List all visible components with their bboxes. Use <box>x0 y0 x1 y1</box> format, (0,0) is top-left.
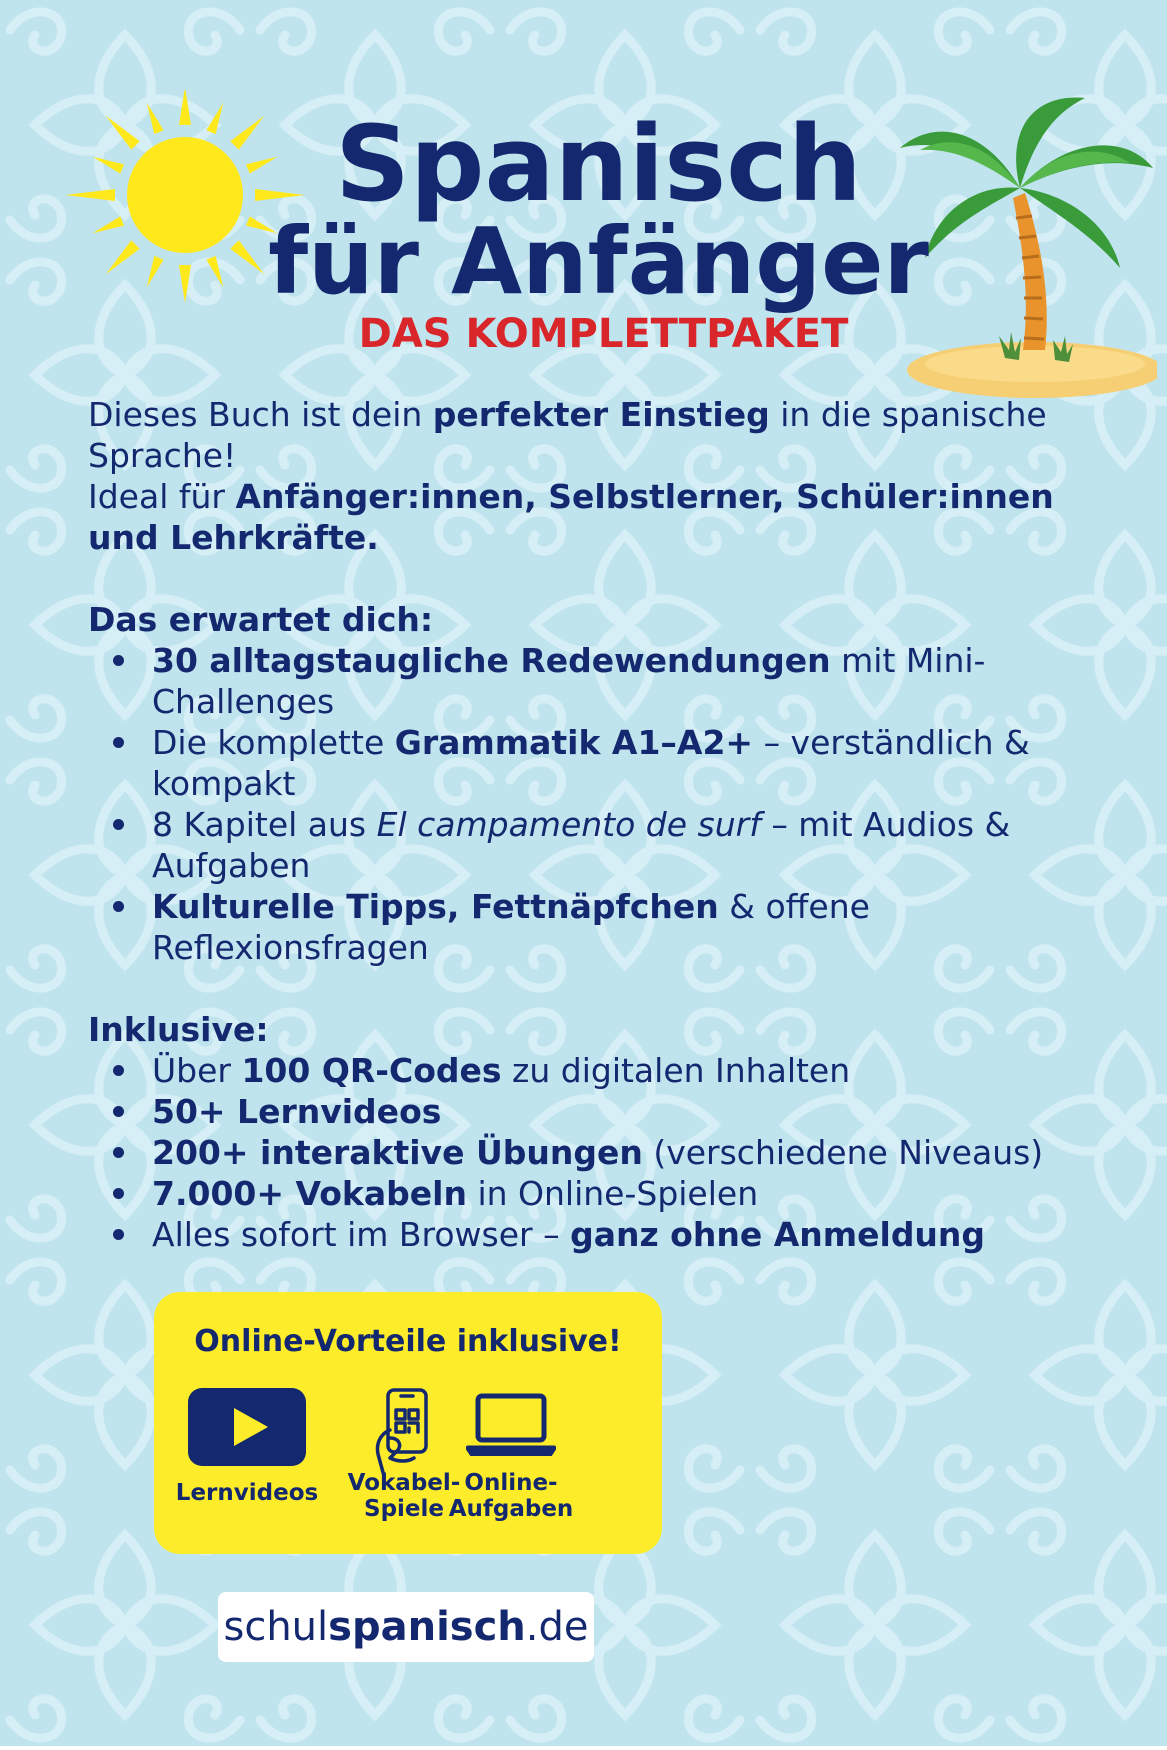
list-item <box>88 1214 1108 1255</box>
text-run: in die spanische Sprache! <box>88 395 1047 475</box>
feature-label-lernvideos: Lernvideos <box>175 1480 319 1506</box>
title-line-2: für Anfänger <box>268 208 929 315</box>
inclusive-heading: Inklusive: <box>88 1010 269 1049</box>
text-run: mit Mini-Challenges <box>152 641 986 721</box>
expect-heading: Das erwartet dich: <box>88 600 434 639</box>
text-run: Über <box>152 1051 242 1090</box>
text-run: Alles sofort im Browser – <box>152 1215 571 1254</box>
intro-paragraph-2 <box>88 476 1108 558</box>
text-run: Die komplette <box>152 723 395 762</box>
online-benefits-title: Online-Vorteile inklusive! <box>194 1324 622 1359</box>
feature-label-vokabel-spiele: Vokabel- Spiele <box>347 1470 461 1522</box>
text-run: & offene Reflexionsfragen <box>152 887 870 967</box>
phone-qr-icon <box>368 1386 438 1480</box>
text-run: Dieses Buch ist dein <box>88 395 433 434</box>
bold-text: Anfänger:innen, Selbstlerner, Schüler:innen und Lehrkräfte. <box>88 477 1054 557</box>
inclusive-list <box>88 1050 1108 1255</box>
website-bold: spanisch <box>328 1604 526 1650</box>
list-item <box>88 722 1108 804</box>
intro-paragraph-1 <box>88 394 1108 476</box>
website-prefix: schul <box>223 1604 329 1650</box>
bold-text: 50+ Lernvideos <box>152 1092 442 1131</box>
italic-text: El campamento de surf <box>376 805 761 844</box>
online-benefits-box <box>154 1292 662 1554</box>
text-run: in Online-Spielen <box>466 1174 759 1213</box>
description-content <box>88 394 1108 1255</box>
bold-text: 30 alltagstaugliche Redewendungen <box>152 641 831 680</box>
text-run: – verständlich & kompakt <box>152 723 1030 803</box>
list-item <box>88 1050 1108 1091</box>
text-run: (verschiedene Niveaus) <box>642 1133 1044 1172</box>
title-line-1: Spanisch <box>335 103 862 225</box>
text-run: – mit Audios & Aufgaben <box>152 805 1011 885</box>
list-item <box>88 640 1108 722</box>
list-item <box>88 886 1108 968</box>
website-label <box>218 1592 594 1662</box>
list-item <box>88 1132 1108 1173</box>
list-item <box>88 804 1108 886</box>
list-item <box>88 1091 1108 1132</box>
laptop-icon <box>466 1392 556 1456</box>
bold-text: 7.000+ Vokabeln <box>152 1174 467 1213</box>
bold-text: Kulturelle Tipps, Fettnäpfchen <box>152 887 719 926</box>
bold-text: 200+ interaktive Übungen <box>152 1133 643 1172</box>
website-suffix: .de <box>525 1604 589 1650</box>
text-run: Ideal für <box>88 477 236 516</box>
video-play-icon <box>188 1388 306 1466</box>
bold-text: perfekter Einstieg <box>432 395 770 434</box>
expect-list <box>88 640 1108 968</box>
bold-text: 100 QR-Codes <box>241 1051 502 1090</box>
text-run: zu digitalen Inhalten <box>501 1051 851 1090</box>
subtitle: DAS KOMPLETTPAKET <box>358 311 849 357</box>
list-item <box>88 1173 1108 1214</box>
bold-text: ganz ohne Anmeldung <box>570 1215 986 1254</box>
text-run: 8 Kapitel aus <box>152 805 377 844</box>
feature-label-online-aufgaben: Online- Aufgaben <box>448 1470 574 1522</box>
bold-text: Grammatik A1–A2+ <box>394 723 754 762</box>
